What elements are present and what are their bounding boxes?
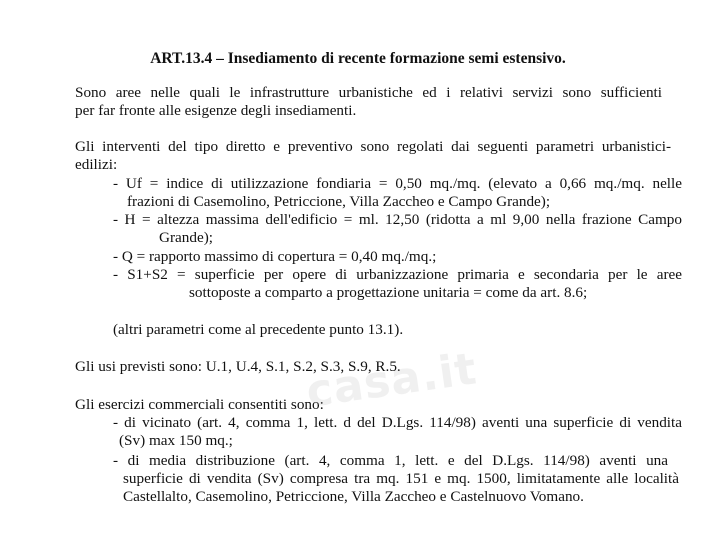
paragraph-1-line-2: per far fronte alle esigenze degli insediamenti. [75,102,357,119]
param-uf-line-1: - Uf = indice di utilizzazione fondiaria = 0,50 mq./mq. (elevato a 0,66 mq./mq. nelle [113,175,682,192]
article-title: ART.13.4 – Insediamento di recente formazione semi estensivo. [150,50,566,67]
other-params-note: (altri parametri come al precedente punto 13.1). [113,321,404,338]
paragraph-2-line-2: edilizi: [75,156,118,173]
param-uf-line-2: frazioni di Casemolino, Petriccione, Villa Zaccheo e Campo Grande); [127,193,551,210]
watermark-logo: casa.it [303,343,481,418]
commerce-media-line-2: superficie di vendita (Sv) compresa tra mq. 151 e mq. 1500, limitatamente alle località [123,470,679,487]
param-h-line-1: - H = altezza massima dell'edificio = ml. 12,50 (ridotta a ml 9,00 nella frazione Campo [113,211,682,228]
commerce-vicinato-line-1: - di vicinato (art. 4, comma 1, lett. d del D.Lgs. 114/98) aventi una superficie di vendita [113,414,682,431]
paragraph-2-line-1: Gli interventi del tipo diretto e preventivo sono regolati dai seguenti parametri urbanistici- [75,138,671,155]
paragraph-1-line-1: Sono aree nelle quali le infrastrutture urbanistiche ed i relativi servizi sono sufficienti [75,84,662,101]
param-s-line-2: sottoposte a comparto a progettazione unitaria = come da art. 8.6; [189,284,588,301]
param-q-line-1: - Q = rapporto massimo di copertura = 0,40 mq./mq.; [113,248,437,265]
commerce-intro: Gli esercizi commerciali consentiti sono: [75,396,324,413]
commerce-media-line-1: - di media distribuzione (art. 4, comma 1, lett. e del D.Lgs. 114/98) aventi una [113,452,668,469]
uses-paragraph: Gli usi previsti sono: U.1, U.4, S.1, S.2, S.3, S.9, R.5. [75,358,401,375]
commerce-vicinato-line-2: (Sv) max 150 mq.; [119,432,233,449]
param-h-line-2: Grande); [159,229,213,246]
param-s-line-1: - S1+S2 = superficie per opere di urbanizzazione primaria e secondaria per le aree [113,266,682,283]
commerce-media-line-3: Castellalto, Casemolino, Petriccione, Villa Zaccheo e Castelnuovo Vomano. [123,488,584,505]
